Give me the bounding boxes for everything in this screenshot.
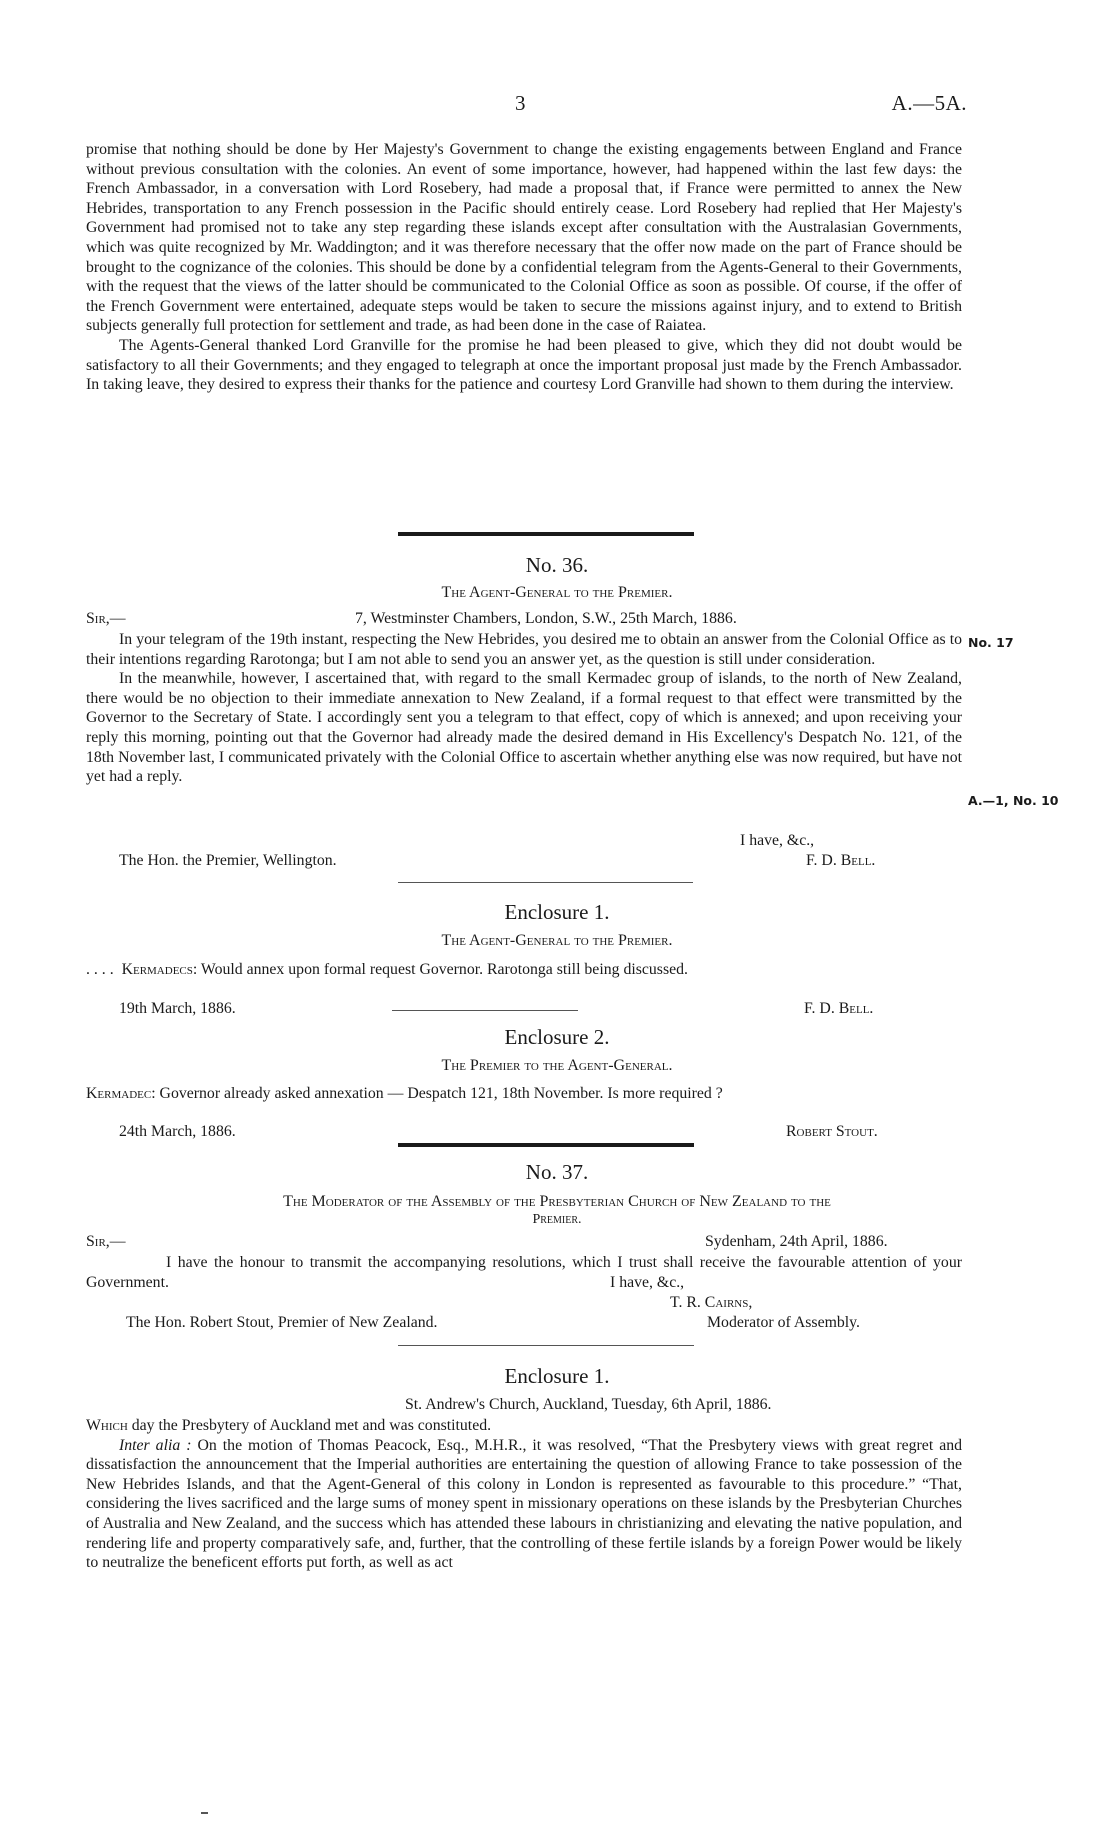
enc2-label: Kermadec: [86, 1085, 152, 1102]
page-number: 3: [515, 91, 526, 115]
intro-paragraph-1: promise that nothing should be done by Her Majesty's Government to change the existing engagements between England and France without previous consultation with the colonies. An event of some importance, however, had happened within the last few days: the French Ambassador, in a conversation with Lord Rosebery, had made a proposal that, if France were permitted to annex the New Hebrides, transportation to any French possession in the Pacific should entirely cease. Lord Rosebery had replied that Her Majesty's Government had promised not to take any step regarding these islands except after consultation with the Australasian Governments, which was quite recognized by Mr. Waddington; and it was therefore necessary that the offer now made on the part of France should be brought to the cognizance of the colonies. This should be done by a confidential telegram from the Agents-General to their Governments, with the request that the views of the latter should be communicated to the Colonial Office as soon as possible. Of course, if the offer of the French Government were entertained, adequate steps would be taken to secure the missions against injury, and to extend to British subjects generally full protection for settlement and trade, as had been done in the case of Raiatea.: [86, 141, 962, 335]
no36-subtitle: The Agent-General to the Premier.: [441, 584, 673, 601]
intro-paragraph-2: The Agents-General thanked Lord Granville for the promise he had been pleased to give, which they did not doubt would be satisfactory to all their Governments; and they engaged to telegraph at once the important proposal just made by the French Ambassador. In taking leave, they desired to express their thanks for the patience and courtesy Lord Granville had shown to them during the interview.: [86, 336, 962, 394]
no36-closing: I have, &c.,: [740, 832, 815, 849]
divider-rule: [398, 1345, 694, 1346]
enc1b-lead-rest: day the Presbytery of Auckland met and was constituted.: [127, 1417, 492, 1434]
enc1b-place-date: St. Andrew's Church, Auckland, Tuesday, 6th April, 1886.: [405, 1396, 772, 1413]
no37-title: Moderator of Assembly.: [707, 1314, 860, 1331]
enc2-text: : Governor already asked annexation — Despatch 121, 18th November. Is more required ?: [151, 1085, 723, 1102]
no37-addressee: The Hon. Robert Stout, Premier of New Zealand.: [126, 1314, 438, 1331]
no37-closing: I have, &c.,: [610, 1274, 685, 1291]
no36-paragraph-2: In the meanwhile, however, I ascertained that, with regard to the small Kermadec group of islands, to the north of New Zealand, there would be no objection to their immediate annexation to New Zealand, if a formal request to that effect were transmitted by the Governor to the Secretary of State. I accordingly sent you a telegram to that effect, copy of which is annexed; and upon receiving your reply this morning, pointing out that the Governor had already made the desired demand in His Excellency's Despatch No. 121, of the 18th November last, I communicated privately with the Colonial Office to ascertain whether anything else was now required, but have not yet had a reply.: [86, 670, 962, 786]
enc1-signature: F. D. Bell.: [804, 1000, 874, 1017]
no36-address: 7, Westminster Chambers, London, S.W., 25th March, 1886.: [355, 610, 737, 627]
no36-heading: No. 36.: [525, 553, 589, 577]
margin-note-no17: No. 17: [968, 635, 1014, 650]
divider-rule: [398, 882, 693, 883]
no37-subtitle-line2: Premier.: [532, 1212, 582, 1227]
series-reference: A.—5A.: [891, 91, 967, 115]
bottom-mark: [201, 1812, 208, 1814]
no37-salutation: Sir,—: [86, 1233, 126, 1250]
enc2-heading: Enclosure 2.: [504, 1025, 610, 1049]
no37-subtitle-line1: The Moderator of the Assembly of the Presbyterian Church of New Zealand to the: [283, 1193, 831, 1210]
enc1b-body-block: [86, 1416, 962, 1573]
enc2-signature: Robert Stout.: [786, 1123, 878, 1140]
enc1-heading: Enclosure 1.: [504, 900, 610, 924]
no37-signature: T. R. Cairns,: [670, 1294, 753, 1311]
section-rule: [398, 532, 694, 536]
enc2-date: 24th March, 1886.: [119, 1123, 236, 1140]
no36-paragraph-1: In your telegram of the 19th instant, respecting the New Hebrides, you desired me to obtain an answer from the Colonial Office as to their intentions regarding Rarotonga; but I am not able to send you an answer yet, as the question is still under consideration.: [86, 631, 962, 668]
margin-note-a1-no10: A.—1, No. 10: [968, 793, 1059, 808]
no37-body: I have the honour to transmit the accompanying resolutions, which I trust shall receive the favourable attention of your Government.: [86, 1254, 962, 1291]
enc1-subtitle: The Agent-General to the Premier.: [441, 932, 673, 949]
no36-signature: F. D. Bell.: [806, 852, 876, 869]
enc1-label: Kermadecs: [121, 961, 193, 978]
enc1b-lead-word: Which: [86, 1417, 128, 1434]
enc2-subtitle: The Premier to the Agent-General.: [441, 1057, 673, 1074]
section-rule: [398, 1143, 694, 1147]
no36-body: [86, 630, 962, 787]
no37-body-block: [86, 1253, 962, 1292]
no37-heading: No. 37.: [525, 1160, 589, 1184]
intro-section: [86, 140, 962, 395]
no37-address: Sydenham, 24th April, 1886.: [705, 1233, 888, 1250]
divider-rule: [392, 1010, 578, 1011]
enc1-date: 19th March, 1886.: [119, 1000, 236, 1017]
enc1b-body: On the motion of Thomas Peacock, Esq., M.H.R., it was resolved, “That the Presbytery views with great regret and dissatisfaction the announcement that the Imperial authorities are entertaining the question of allowing France to take possession of the New Hebrides Islands, and that the Agent-General of this colony in London is represented as favourable to this procedure.” “That, considering the lives sacrificed and the large sums of money spent in missionary operations on these islands by the Presbyterian Churches of Australia and New Zealand, and the success which has attended these labours in christianizing and elevating the native population, and rendering life and property comparatively safe, and, further, that the controlling of these fertile islands by a foreign Power would be likely to neutralize the beneficent efforts put forth, as well as act: [86, 1436, 962, 1572]
no36-addressee: The Hon. the Premier, Wellington.: [119, 852, 337, 869]
enc1-dots: . . . .: [86, 961, 114, 978]
enc1b-inter-alia: Inter alia :: [119, 1436, 192, 1454]
no36-salutation: Sir,—: [86, 610, 126, 627]
enc1-text-block: [86, 960, 962, 980]
enc1-text: : Would annex upon formal request Governor. Rarotonga still being discussed.: [192, 961, 688, 978]
enc2-text-block: [86, 1084, 962, 1104]
enc1b-heading: Enclosure 1.: [504, 1364, 610, 1388]
